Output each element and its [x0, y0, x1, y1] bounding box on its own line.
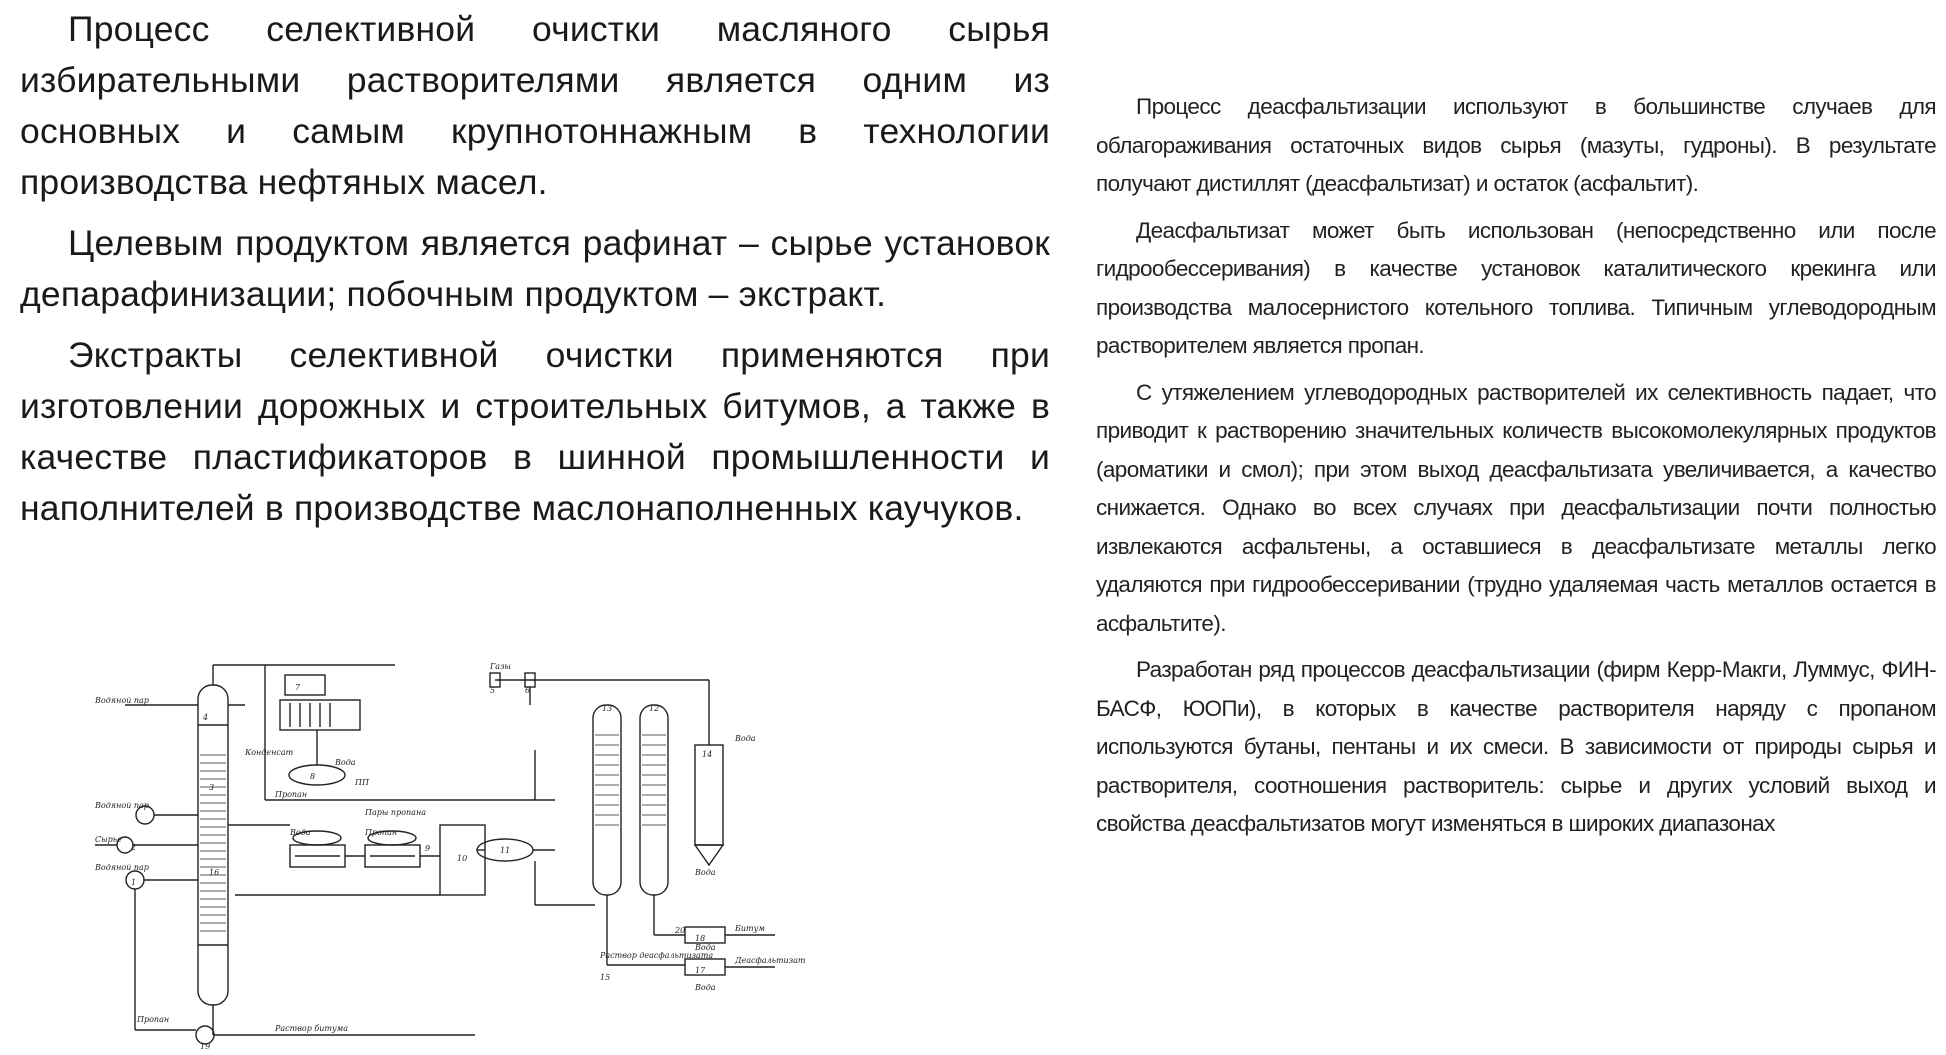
label-num-15: 15 — [600, 973, 611, 982]
label-num-4: 4 — [203, 713, 209, 722]
right-paragraph-4: Разработан ряд процессов деасфальтизации (фирм Керр-Макги, Луммус, ФИН-БАСФ, ЮОПи), в которых в качестве растворителя наряду с пропаном используются бутаны, пентаны и их смеси. В зависимости от природы сырья и растворителя, соотношения растворитель: сырье и других условий выход и свойства деасфальтизатов могут изменяться в широких диапазонах — [1096, 657, 1936, 836]
label-steam-1: Водяной пар — [95, 696, 149, 705]
label-steam-3: Водяной пар — [95, 863, 149, 872]
left-text-column — [20, 4, 1050, 544]
label-num-6: 6 — [525, 686, 531, 695]
left-paragraph-3: Экстракты селективной очистки применяются при изготовлении дорожных и строительных битумов, а также в качестве пластификаторов в шинной промышленности и наполнителей в производстве маслонаполненных каучуков. — [20, 335, 1050, 528]
left-paragraph-2: Целевым продуктом является рафинат – сырье установок депарафинизации; побочным продуктом – экстракт. — [20, 223, 1050, 314]
label-out-gas: Газы — [490, 662, 511, 671]
right-paragraph-3: С утяжелением углеводородных растворителей их селективность падает, что приводит к растворению значительных количеств высокомолекулярных продуктов (ароматики и смол); при этом выход деасфальтизата увеличивается, а качество снижается. Однако во всех случаях при деасфальтизации почти полностью извлекаются асфальтены, а оставшиеся в деасфальтизате металлы легко удаляются при гидрообессеривании (трудно удаляемая часть металлов остается в асфальтите). — [1096, 379, 1936, 636]
label-num-8: 8 — [310, 772, 316, 781]
label-water-5: Вода — [335, 758, 356, 767]
label-water-2: Вода — [695, 868, 716, 877]
label-propane-gas: Пары пропана — [365, 808, 426, 817]
left-paragraph-1: Процесс селективной очистки масляного сырья избирательными растворителями является одним из основных и самым крупнотоннажным в технологии производства нефтяных масел. — [20, 9, 1050, 202]
right-paragraph-2: Деасфальтизат может быть использован (непосредственно или после гидрообессеривания) в качестве установок каталитического крекинга или производства малосернистого котельного топлива. Типичным углеводородным растворителем является пропан. — [1096, 217, 1936, 358]
label-water-1: Вода — [735, 734, 756, 743]
label-raw: Сырье — [95, 835, 122, 844]
label-num-10: 10 — [457, 854, 468, 863]
top-condenser-group — [213, 665, 555, 800]
label-steam-cond: Конденсат — [245, 748, 294, 757]
label-num-12: 12 — [649, 704, 660, 713]
label-num-2: 2 — [131, 843, 137, 852]
right-text-column — [1096, 88, 1936, 852]
label-num-5: 5 — [490, 686, 496, 695]
process-flow-svg — [95, 645, 975, 1050]
label-num-7: 7 — [295, 683, 301, 692]
label-num-20: 20 — [675, 926, 686, 935]
label-num-14: 14 — [702, 750, 713, 759]
label-ps: Пропан — [365, 828, 398, 837]
middle-evaporators — [228, 825, 595, 905]
process-flow-diagram — [95, 645, 975, 1050]
label-num-17: 17 — [695, 966, 706, 975]
label-deasph-solution: Раствор деасфальтизата — [600, 951, 714, 960]
label-deasph-product: Деасфальтизат — [735, 956, 806, 965]
label-propane-bottom: Пропан — [137, 1015, 170, 1024]
label-num-11: 11 — [500, 846, 511, 855]
label-num-16: 16 — [209, 868, 220, 877]
label-asphalt-solution: Раствор битума — [275, 1024, 349, 1033]
label-num-9: 9 — [425, 844, 431, 853]
label-num-3: 3 — [209, 783, 215, 792]
diagram-labels — [95, 662, 806, 1050]
right-paragraph-1: Процесс деасфальтизации используют в большинстве случаев для облагораживания остаточных видов сырья (мазуты, гудроны). В результате получают дистиллят (деасфальтизат) и остаток (асфальтит). — [1096, 94, 1936, 196]
right-stripping-columns — [495, 680, 775, 975]
label-num-18: 18 — [695, 934, 706, 943]
label-pp: ПП — [355, 778, 369, 787]
label-num-19: 19 — [200, 1042, 211, 1050]
label-steam-2: Водяной пар — [95, 801, 149, 810]
label-num-13: 13 — [602, 704, 613, 713]
label-water-4: Вода — [695, 983, 716, 992]
label-bitum: Битум — [735, 924, 765, 933]
label-water-3: Вода — [695, 943, 716, 952]
label-propane-top: Пропан — [275, 790, 308, 799]
label-num-1: 1 — [131, 878, 137, 887]
label-water-6: Вода — [290, 828, 311, 837]
